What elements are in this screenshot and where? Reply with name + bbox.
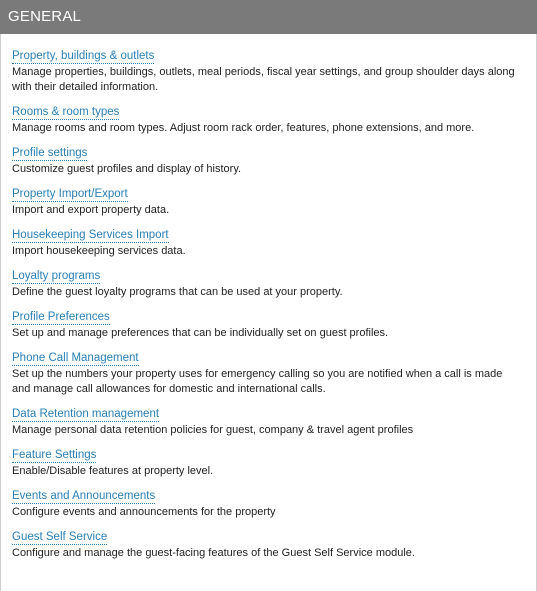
settings-description: Define the guest loyalty programs that can be used at your property. xyxy=(12,286,343,298)
section-header xyxy=(0,0,537,34)
settings-description: Manage properties, buildings, outlets, meal periods, fiscal year settings, and group shoulder days along with their detailed information. xyxy=(12,66,515,93)
settings-link-rooms-room-types[interactable]: Rooms & room types xyxy=(12,106,120,118)
settings-description: Customize guest profiles and display of history. xyxy=(12,163,242,175)
settings-link-housekeeping-services-import[interactable]: Housekeeping Services Import xyxy=(12,229,169,241)
settings-link-feature-settings[interactable]: Feature Settings xyxy=(12,449,97,461)
settings-description: Configure events and announcements for the property xyxy=(12,506,276,518)
settings-description: Manage rooms and room types. Adjust room rack order, features, phone extensions, and more. xyxy=(12,122,475,134)
settings-link-loyalty-programs[interactable]: Loyalty programs xyxy=(12,270,101,282)
settings-description: Import and export property data. xyxy=(12,204,170,216)
settings-link-guest-self-service[interactable]: Guest Self Service xyxy=(12,531,108,543)
settings-item-property-buildings-outlets xyxy=(12,46,518,95)
settings-description: Set up the numbers your property uses for emergency calling so you are notified when a call is made and manage call allowances for domestic and international calls. xyxy=(12,368,503,395)
settings-item-events-announcements xyxy=(12,486,518,520)
settings-link-property-buildings-outlets[interactable]: Property, buildings & outlets xyxy=(12,50,155,62)
settings-item-feature-settings xyxy=(12,445,518,479)
settings-link-profile-preferences[interactable]: Profile Preferences xyxy=(12,311,110,323)
settings-description: Configure and manage the guest-facing features of the Guest Self Service module. xyxy=(12,547,415,559)
settings-description: Manage personal data retention policies for guest, company & travel agent profiles xyxy=(12,424,414,436)
settings-item-data-retention-management xyxy=(12,404,518,438)
settings-item-property-import-export xyxy=(12,184,518,218)
settings-link-phone-call-management[interactable]: Phone Call Management xyxy=(12,352,139,364)
settings-link-data-retention-management[interactable]: Data Retention management xyxy=(12,408,160,420)
settings-item-profile-preferences xyxy=(12,307,518,341)
settings-item-profile-settings xyxy=(12,143,518,177)
settings-list xyxy=(1,34,536,561)
settings-item-guest-self-service xyxy=(12,527,518,561)
settings-item-phone-call-management xyxy=(12,348,518,397)
settings-description: Import housekeeping services data. xyxy=(12,245,186,257)
settings-link-profile-settings[interactable]: Profile settings xyxy=(12,147,88,159)
settings-item-rooms-room-types xyxy=(12,102,518,136)
settings-link-events-announcements[interactable]: Events and Announcements xyxy=(12,490,156,502)
settings-item-housekeeping-services-import xyxy=(12,225,518,259)
section-title: GENERAL xyxy=(8,8,82,25)
settings-link-property-import-export[interactable]: Property Import/Export xyxy=(12,188,128,200)
settings-item-loyalty-programs xyxy=(12,266,518,300)
settings-description: Set up and manage preferences that can be individually set on guest profiles. xyxy=(12,327,389,339)
settings-description: Enable/Disable features at property level. xyxy=(12,465,214,477)
